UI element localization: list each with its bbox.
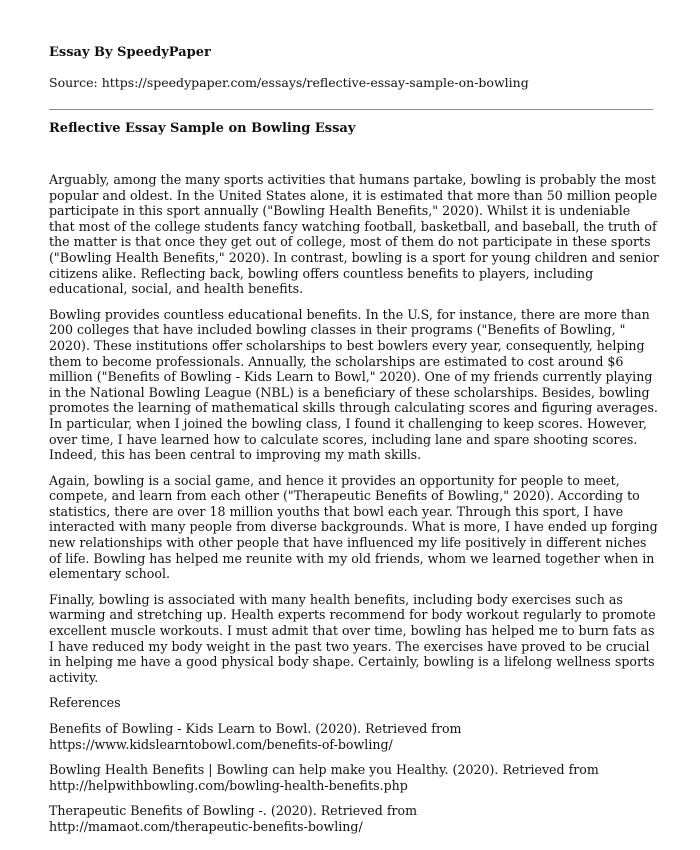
header-divider — [49, 109, 653, 110]
reference-url[interactable]: http://helpwithbowling.com/bowling-health-benefits.php — [49, 777, 408, 793]
reference-url[interactable]: https://www.kidslearntobowl.com/benefits-of-bowling/ — [49, 736, 393, 752]
essay-title: Reflective Essay Sample on Bowling Essay — [49, 121, 356, 136]
document-header — [49, 44, 659, 92]
reference-text: Benefits of Bowling - Kids Learn to Bowl. (2020). Retrieved from — [49, 721, 462, 736]
reference-text: Bowling Health Benefits | Bowling can help make you Healthy. (2020). Retrieved from — [49, 762, 599, 778]
reference-2 — [49, 762, 659, 793]
source-label: Source: — [49, 75, 102, 90]
paragraph-2: Bowling provides countless educational benefits. In the U.S, for instance, there are more than 200 colleges that have included bowling classes in their programs ("Benefits of Bowling, " 2020). These institutions offer scholarships to best bowlers every year, consequently, helping them to become professionals. Annually, the scholarships are estimated to cost around $6 million ("Benefits of Bowling - Kids Learn to Bowl," 2020). One of my friends currently playing in the National Bowling League (NBL) is a beneficiary of these scholarships. Besides, bowling promotes the learning of mathematical skills through calculating scores and figuring averages. In particular, when I joined the bowling class, I found it challenging to keep scores. However, over time, I have learned how to calculate scores, including lane and spare shooting scores. Indeed, this has been central to improving my math skills. — [49, 306, 658, 463]
reference-text: Therapeutic Benefits of Bowling -. (2020). Retrieved from — [49, 803, 418, 819]
essay-body — [49, 172, 659, 835]
references-heading: References — [49, 695, 121, 711]
source-url[interactable]: https://speedypaper.com/essays/reflective-essay-sample-on-bowling — [101, 75, 529, 90]
essay-content — [49, 120, 659, 845]
paragraph-4: Finally, bowling is associated with many health benefits, including body exercises such as warming and stretching up. Health experts recommend for body workout regularly to promote excellent muscle workouts. I must admit that over time, bowling has helped me to burn fats as I have reduced my body weight in the past two years. The exercises have proved to be crucial in helping me have a good physical body shape. Certainly, bowling is a lifelong wellness sports activity. — [49, 591, 656, 685]
source-line — [49, 74, 659, 92]
paragraph-3: Again, bowling is a social game, and hence it provides an opportunity for people to meet, compete, and learn from each other ("Therapeutic Benefits of Bowling," 2020). According to statistics, there are over 18 million youths that bowl each year. Through this sport, I have interacted with many people from diverse backgrounds. What is more, I have ended up forging new relationships with other people that have influenced my life positively in different niches of life. Bowling has helped me reunite with my old friends, whom we learned together when in elementary school. — [49, 472, 658, 582]
reference-3 — [49, 803, 659, 834]
reference-1 — [49, 721, 659, 752]
reference-url[interactable]: http://mamaot.com/therapeutic-benefits-bowling/ — [49, 818, 363, 834]
paragraph-1: Arguably, among the many sports activities that humans partake, bowling is probably the most popular and oldest. In the United States alone, it is estimated that more than 50 million people participate in this sport annually ("Bowling Health Benefits," 2020). Whilst it is undeniable that most of the college students fancy watching football, basketball, and baseball, the truth of the matter is that once they get out of college, most of them do not participate in these sports ("Bowling Health Benefits," 2020). In contrast, bowling is a sport for young children and senior citizens alike. Reflecting back, bowling offers countless benefits to players, including educational, social, and health benefits. — [49, 172, 659, 297]
brand-title: Essay By SpeedyPaper — [49, 45, 211, 60]
